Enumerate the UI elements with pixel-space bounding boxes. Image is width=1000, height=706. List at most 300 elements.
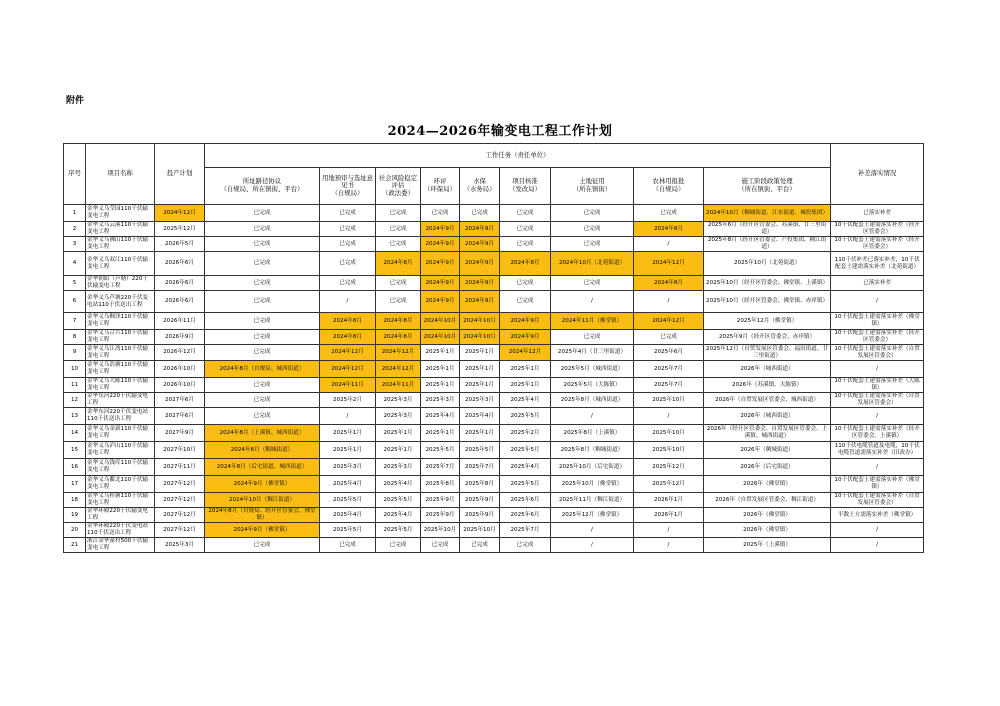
cell-risk: 2024年12月: [376, 361, 421, 378]
cell-construction: 2026年（自贸发展区管委会、稠江街道）: [704, 493, 831, 508]
document-title: 2024—2026年输变电工程工作计划: [387, 124, 613, 139]
cell-construction: 2026年（佛堂镇）: [704, 523, 831, 538]
cell-compensation: 10千伏配套土建需落实补差（自贸发展区管委会）: [831, 493, 924, 508]
cell-seq: 11: [64, 378, 86, 393]
cell-construction: 2026年（稠城街道）: [704, 442, 831, 459]
cell-land-acq: 2025年8月（上溪镇）: [551, 425, 634, 442]
cell-seq: 9: [64, 345, 86, 361]
header-land-review: 用地预审与选址意见书 （自规局）: [320, 168, 376, 205]
cell-risk: 2025年3月: [376, 408, 421, 425]
cell-seq: 10: [64, 361, 86, 378]
cell-route: 已完成: [205, 237, 320, 252]
cell-plan: 2026年6月: [155, 276, 205, 291]
cell-approval: 2025年5月: [500, 476, 551, 493]
cell-plan: 2027年6月: [155, 408, 205, 425]
header-water: 水保 （水务局）: [460, 168, 500, 205]
table-row: [64, 425, 924, 442]
cell-approval: 2025年5月: [500, 442, 551, 459]
cell-construction: 2026年（经开区管委会、自贸发展区管委会、上溪镇、城西街道）: [704, 425, 831, 442]
cell-route: 2024年8月（自规局、城西街道）: [205, 361, 320, 378]
cell-water: 2025年1月: [460, 378, 500, 393]
cell-risk: 2024年11月: [376, 378, 421, 393]
cell-route: 已完成: [205, 276, 320, 291]
cell-route: 2024年9月（佛堂镇）: [205, 523, 320, 538]
cell-farmland: 2025年7月: [634, 361, 704, 378]
cell-env: 2024年9月: [421, 252, 460, 276]
cell-project-name: 金华义乌稠泽110千伏输变电工程: [86, 313, 155, 330]
cell-construction: 2024年10月（稠城街道、江东街道、城投集团）: [704, 205, 831, 222]
cell-seq: 19: [64, 508, 86, 523]
cell-env: 2025年1月: [421, 378, 460, 393]
cell-plan: 2027年11月: [155, 459, 205, 476]
cell-approval: 已完成: [500, 222, 551, 237]
cell-land-review: 2025年1月: [320, 425, 376, 442]
cell-approval: 2024年8月: [500, 252, 551, 276]
cell-env: 2024年10月: [421, 330, 460, 345]
cell-risk: 2025年5月: [376, 493, 421, 508]
cell-construction: 2025年9月（经开区管委会、赤岸镇）: [704, 330, 831, 345]
cell-project-name: 金华朝阳（芦塘）220千伏输变电工程: [86, 276, 155, 291]
cell-plan: 2026年5月: [155, 237, 205, 252]
cell-farmland: 2025年10月: [634, 425, 704, 442]
cell-approval: 2025年4月: [500, 393, 551, 408]
table-row: [64, 408, 924, 425]
cell-farmland: /: [634, 291, 704, 313]
cell-risk: 2024年8月: [376, 313, 421, 330]
cell-compensation: 110千伏电缆管道及电缆，10千伏电缆管道需落实补差（旧改办）: [831, 442, 924, 459]
cell-compensation: 10千伏配套土建需落实补差（大陈镇）: [831, 378, 924, 393]
cell-land-acq: 2025年8月（稠城街道）: [551, 442, 634, 459]
header-compensation: 补差落实情况: [831, 144, 924, 205]
cell-land-acq: 已完成: [551, 276, 634, 291]
cell-construction: 2025年12月（佛堂镇）: [704, 313, 831, 330]
cell-risk: 2025年3月: [376, 393, 421, 408]
cell-water: 2025年9月: [460, 493, 500, 508]
cell-project-name: 金华义乌云溪110千伏输变电工程: [86, 222, 155, 237]
cell-farmland: 2025年6月: [634, 345, 704, 361]
cell-farmland: 已完成: [634, 205, 704, 222]
cell-seq: 13: [64, 408, 86, 425]
cell-env: 2025年9月: [421, 508, 460, 523]
cell-plan: 2027年12月: [155, 493, 205, 508]
cell-env: 2024年9月: [421, 237, 460, 252]
cell-compensation: 10千伏配套土建需落实补差（经开区管委会、上溪镇）: [831, 425, 924, 442]
cell-land-acq: /: [551, 538, 634, 553]
cell-risk: 2025年4月: [376, 508, 421, 523]
cell-env: 2024年9月: [421, 276, 460, 291]
cell-construction: 2025年6月（经开区管委会、苏溪镇、廿三里街道）: [704, 222, 831, 237]
work-plan-table: [63, 143, 924, 553]
cell-plan: 2026年6月: [155, 291, 205, 313]
cell-compensation: 110千伏补差已落实补差，10千伏配套土建需落实补差（北苑街道）: [831, 252, 924, 276]
table-row: [64, 508, 924, 523]
cell-water: 2025年8月: [460, 476, 500, 493]
cell-risk: 2024年8月: [376, 330, 421, 345]
cell-risk: 已完成: [376, 222, 421, 237]
cell-water: 2025年7月: [460, 459, 500, 476]
cell-approval: 2024年9月: [500, 313, 551, 330]
cell-route: 已完成: [205, 222, 320, 237]
cell-land-acq: 已完成: [551, 237, 634, 252]
cell-water: 2024年9月: [460, 276, 500, 291]
cell-land-acq: 2025年12月（佛堂镇）: [551, 508, 634, 523]
cell-land-review: 2024年8月: [320, 330, 376, 345]
table-row: [64, 291, 924, 313]
cell-approval: 2024年12月: [500, 345, 551, 361]
cell-compensation: 半数土方需落实补差（佛堂镇）: [831, 508, 924, 523]
cell-farmland: /: [634, 237, 704, 252]
cell-seq: 2: [64, 222, 86, 237]
cell-land-review: 2024年12月: [320, 361, 376, 378]
cell-water: 2024年9月: [460, 222, 500, 237]
cell-water: 已完成: [460, 538, 500, 553]
cell-farmland: 2025年10月: [634, 393, 704, 408]
cell-seq: 6: [64, 291, 86, 313]
cell-water: 2025年1月: [460, 361, 500, 378]
cell-project-name: 金华环殿220千伏输变电工程: [86, 508, 155, 523]
cell-plan: 2026年9月: [155, 330, 205, 345]
cell-compensation: 已落实补差: [831, 205, 924, 222]
cell-approval: 2024年9月: [500, 330, 551, 345]
cell-construction: 2025年12月（自贸发展区管委会、福田街道、廿三里街道）: [704, 345, 831, 361]
cell-env: 2025年1月: [421, 345, 460, 361]
cell-construction: 2026年（佛堂镇）: [704, 508, 831, 523]
cell-plan: 2026年6月: [155, 252, 205, 276]
cell-project-name: 金华义乌浩塘110千伏输变电工程: [86, 361, 155, 378]
cell-risk: 2025年1月: [376, 425, 421, 442]
cell-water: 已完成: [460, 205, 500, 222]
cell-seq: 5: [64, 276, 86, 291]
cell-seq: 16: [64, 459, 86, 476]
cell-farmland: /: [634, 523, 704, 538]
cell-construction: 2026年（苏溪镇、大陈镇）: [704, 378, 831, 393]
cell-land-review: /: [320, 291, 376, 313]
cell-risk: 已完成: [376, 205, 421, 222]
cell-approval: 已完成: [500, 291, 551, 313]
cell-farmland: 2025年7月: [634, 378, 704, 393]
table-row: [64, 345, 924, 361]
cell-project-name: 金华义乌金新110千伏输变电工程: [86, 425, 155, 442]
header-construction: 施工阶段政策处理 （所在镇街、平台）: [704, 168, 831, 205]
table-row: [64, 378, 924, 393]
table-row: [64, 538, 924, 553]
table-row: [64, 330, 924, 345]
header-land-acq: 土地征用 （所在镇街）: [551, 168, 634, 205]
cell-plan: 2026年12月: [155, 345, 205, 361]
cell-env: 2025年1月: [421, 425, 460, 442]
header-farmland: 农林用报批 （自规局）: [634, 168, 704, 205]
cell-farmland: 2024年12月: [634, 252, 704, 276]
cell-risk: 2025年1月: [376, 442, 421, 459]
cell-env: 2025年10月: [421, 523, 460, 538]
cell-route: 已完成: [205, 378, 320, 393]
cell-farmland: 2024年8月: [634, 222, 704, 237]
table-row: [64, 442, 924, 459]
cell-seq: 18: [64, 493, 86, 508]
cell-construction: 2025年10月（经开区管委会、佛堂镇、上溪镇）: [704, 276, 831, 291]
cell-farmland: /: [634, 538, 704, 553]
cell-construction: 2025年8月（经开区管委会、产投集团、稠江街道）: [704, 237, 831, 252]
cell-env: 2025年8月: [421, 476, 460, 493]
cell-water: 2025年4月: [460, 408, 500, 425]
cell-farmland: 2026年1月: [634, 493, 704, 508]
cell-route: 已完成: [205, 291, 320, 313]
header-route: 所址路径协议 （自规局、所在镇街、平台）: [205, 168, 320, 205]
cell-water: 2024年9月: [460, 237, 500, 252]
cell-seq: 12: [64, 393, 86, 408]
cell-land-review: 已完成: [320, 276, 376, 291]
cell-env: 已完成: [421, 205, 460, 222]
cell-project-name: 金华义乌芦塘220千伏变电站110千伏送出工程: [86, 291, 155, 313]
header-task-group: 工作任务（责任单位）: [205, 144, 831, 168]
header-production-plan: 投产计划: [155, 144, 205, 205]
table-row: [64, 252, 924, 276]
cell-water: 2025年1月: [460, 345, 500, 361]
cell-plan: 2026年11月: [155, 313, 205, 330]
cell-route: 已完成: [205, 408, 320, 425]
cell-seq: 4: [64, 252, 86, 276]
cell-land-review: 已完成: [320, 538, 376, 553]
cell-route: 2024年10月（稠江街道）: [205, 493, 320, 508]
cell-env: 2025年1月: [421, 361, 460, 378]
cell-land-acq: /: [551, 291, 634, 313]
cell-seq: 3: [64, 237, 86, 252]
cell-project-name: 金华义乌衢北110千伏输变电工程: [86, 476, 155, 493]
cell-water: 2025年5月: [460, 442, 500, 459]
cell-approval: 2025年2月: [500, 425, 551, 442]
cell-land-acq: 2025年5月（城西街道）: [551, 361, 634, 378]
cell-land-acq: 2025年11月（稠江街道）: [551, 493, 634, 508]
cell-water: 2024年10月: [460, 313, 500, 330]
cell-approval: 2025年6月: [500, 508, 551, 523]
cell-route: 已完成: [205, 393, 320, 408]
cell-approval: 2025年1月: [500, 378, 551, 393]
cell-env: 2025年7月: [421, 459, 460, 476]
cell-compensation: 10千伏配套土建需落实补差（佛堂镇）: [831, 313, 924, 330]
cell-approval: 已完成: [500, 538, 551, 553]
cell-route: 已完成: [205, 252, 320, 276]
table-row: [64, 276, 924, 291]
cell-seq: 15: [64, 442, 86, 459]
cell-farmland: 2025年12月: [634, 476, 704, 493]
cell-construction: 2025年10月（经开区管委会、佛堂镇、赤岸镇）: [704, 291, 831, 313]
cell-project-name: 金华义乌佛山110千伏输变电工程: [86, 237, 155, 252]
cell-risk: 2025年5月: [376, 523, 421, 538]
cell-farmland: 2024年8月: [634, 276, 704, 291]
cell-water: 2025年3月: [460, 393, 500, 408]
table-row: [64, 459, 924, 476]
cell-plan: 2027年12月: [155, 476, 205, 493]
cell-project-name: 金华义乌钱库110千伏输变电工程: [86, 459, 155, 476]
cell-risk: 2024年8月: [376, 252, 421, 276]
cell-risk: 2025年4月: [376, 476, 421, 493]
cell-water: 2024年9月: [460, 252, 500, 276]
cell-seq: 21: [64, 538, 86, 553]
cell-land-review: 2025年4月: [320, 476, 376, 493]
cell-route: 2024年8月（上溪镇、城西街道）: [205, 425, 320, 442]
cell-compensation: /: [831, 361, 924, 378]
cell-route: 已完成: [205, 330, 320, 345]
cell-project-name: 金华东河220千伏输变电工程: [86, 393, 155, 408]
table-row: [64, 237, 924, 252]
cell-risk: 已完成: [376, 237, 421, 252]
cell-plan: 2027年9月: [155, 425, 205, 442]
table-row: [64, 205, 924, 222]
cell-land-acq: /: [551, 523, 634, 538]
cell-water: 2024年10月: [460, 330, 500, 345]
cell-land-review: 2025年1月: [320, 442, 376, 459]
cell-risk: 2025年3月: [376, 459, 421, 476]
cell-land-acq: 2024年10月（北苑街道）: [551, 252, 634, 276]
cell-compensation: 10千伏配套土建需落实补差（经开区管委会）: [831, 222, 924, 237]
cell-land-review: 已完成: [320, 205, 376, 222]
cell-compensation: /: [831, 523, 924, 538]
header-project-name: 项目名称: [86, 144, 155, 205]
table-row: [64, 361, 924, 378]
cell-approval: 已完成: [500, 205, 551, 222]
cell-land-acq: 已完成: [551, 222, 634, 237]
cell-land-review: 2024年12月: [320, 345, 376, 361]
cell-water: 2025年9月: [460, 508, 500, 523]
cell-farmland: /: [634, 408, 704, 425]
cell-seq: 8: [64, 330, 86, 345]
cell-compensation: 10千伏配套土建需落实补差（自贸发展区管委会）: [831, 393, 924, 408]
cell-env: 2024年10月: [421, 313, 460, 330]
cell-project-name: 金华义乌桂塘110千伏输变电工程: [86, 493, 155, 508]
cell-plan: 2027年6月: [155, 393, 205, 408]
cell-compensation: 10千伏配套土建需落实补差（经开区管委会）: [831, 237, 924, 252]
cell-route: 已完成: [205, 538, 320, 553]
cell-compensation: /: [831, 538, 924, 553]
cell-compensation: /: [831, 408, 924, 425]
table-row: [64, 476, 924, 493]
cell-land-acq: 2025年10月（佛堂镇）: [551, 476, 634, 493]
cell-land-review: 2025年5月: [320, 493, 376, 508]
cell-land-review: 2024年11月: [320, 378, 376, 393]
cell-land-review: 已完成: [320, 237, 376, 252]
cell-env: 2025年5月: [421, 442, 460, 459]
cell-land-acq: 2025年8月（城西街道）: [551, 393, 634, 408]
cell-land-review: 已完成: [320, 252, 376, 276]
cell-water: 2025年10月: [460, 523, 500, 538]
header-risk: 社会风险稳定评估 （政法委）: [376, 168, 421, 205]
cell-env: 2025年4月: [421, 408, 460, 425]
cell-approval: 2025年5月: [500, 408, 551, 425]
cell-land-acq: 2024年11月（佛堂镇）: [551, 313, 634, 330]
cell-land-review: 2025年4月: [320, 508, 376, 523]
cell-construction: 2026年（城西街道）: [704, 361, 831, 378]
cell-project-name: 金华义乌江湾110千伏输变电工程: [86, 345, 155, 361]
cell-land-acq: 已完成: [551, 205, 634, 222]
cell-seq: 7: [64, 313, 86, 330]
cell-route: 已完成: [205, 313, 320, 330]
cell-route: 2024年8月（后宅街道、城西街道）: [205, 459, 320, 476]
cell-plan: 2025年3月: [155, 538, 205, 553]
cell-land-acq: 2025年4月（廿三里街道）: [551, 345, 634, 361]
cell-plan: 2027年12月: [155, 508, 205, 523]
cell-compensation: /: [831, 459, 924, 476]
cell-land-review: 2025年3月: [320, 459, 376, 476]
cell-route: 已完成: [205, 205, 320, 222]
cell-construction: 2026年（佛堂镇）: [704, 476, 831, 493]
cell-construction: 2026年（城西街道）: [704, 408, 831, 425]
cell-compensation: /: [831, 291, 924, 313]
cell-env: 2024年9月: [421, 291, 460, 313]
cell-risk: 已完成: [376, 538, 421, 553]
cell-route: 2024年9月（佛堂镇）: [205, 476, 320, 493]
cell-risk: 2024年12月: [376, 345, 421, 361]
cell-farmland: 2025年10月: [634, 442, 704, 459]
cell-land-acq: 已完成: [551, 330, 634, 345]
cell-farmland: 2026年1月: [634, 508, 704, 523]
table-row: [64, 523, 924, 538]
cell-plan: 2026年10月: [155, 361, 205, 378]
cell-seq: 14: [64, 425, 86, 442]
cell-compensation: 已落实补差: [831, 276, 924, 291]
cell-plan: 2027年12月: [155, 523, 205, 538]
cell-env: 2025年9月: [421, 493, 460, 508]
cell-route: 2024年8月（稠城街道）: [205, 442, 320, 459]
cell-water: 2025年1月: [460, 425, 500, 442]
cell-water: 2024年9月: [460, 291, 500, 313]
cell-land-acq: 2025年5月（大陈镇）: [551, 378, 634, 393]
cell-construction: 2026年（自贸发展区管委会、城西街道）: [704, 393, 831, 408]
cell-land-review: 2025年5月: [320, 523, 376, 538]
cell-risk: 已完成: [376, 276, 421, 291]
cell-risk: 已完成: [376, 291, 421, 313]
cell-project-name: 浙江金华濠村500千伏输变电工程: [86, 538, 155, 553]
annex-label: 附件: [66, 96, 85, 106]
cell-approval: 2025年6月: [500, 493, 551, 508]
cell-project-name: 金华义乌莹园110千伏输变电工程: [86, 205, 155, 222]
cell-project-name: 金华义乌合兴110千伏输变电工程: [86, 330, 155, 345]
cell-compensation: 10千伏配套土建需落实补差（自贸发展区管委会）: [831, 345, 924, 361]
cell-approval: 已完成: [500, 237, 551, 252]
cell-land-review: 2024年8月: [320, 313, 376, 330]
table-row: [64, 493, 924, 508]
cell-plan: 2025年12月: [155, 222, 205, 237]
cell-farmland: 2025年12月: [634, 459, 704, 476]
cell-land-acq: /: [551, 408, 634, 425]
cell-farmland: 2024年12月: [634, 313, 704, 330]
header-env: 环评 （环保局）: [421, 168, 460, 205]
cell-project-name: 金华义乌大陈110千伏输变电工程: [86, 378, 155, 393]
header-approval: 项目核准 （发改局）: [500, 168, 551, 205]
cell-seq: 20: [64, 523, 86, 538]
table-row: [64, 313, 924, 330]
cell-route: 已完成: [205, 345, 320, 361]
table-row: [64, 222, 924, 237]
table-row: [64, 393, 924, 408]
cell-approval: 2025年7月: [500, 523, 551, 538]
cell-land-review: /: [320, 408, 376, 425]
cell-construction: 2026年（后宅街道）: [704, 459, 831, 476]
cell-construction: 2025年（上溪镇）: [704, 538, 831, 553]
cell-project-name: 金华环殿220千伏变电站110千伏送出工程: [86, 523, 155, 538]
cell-project-name: 金华义乌泸山110千伏输变电工程: [86, 442, 155, 459]
cell-approval: 已完成: [500, 276, 551, 291]
cell-route: 2024年8月（自规局、经开区管委会、佛堂镇）: [205, 508, 320, 523]
cell-land-review: 2025年2月: [320, 393, 376, 408]
cell-land-acq: 2025年10月（后宅街道）: [551, 459, 634, 476]
cell-env: 2025年3月: [421, 393, 460, 408]
cell-project-name: 金华东河220千伏变电站110千伏送出工程: [86, 408, 155, 425]
header-seq: 序号: [64, 144, 86, 205]
cell-plan: 2027年10月: [155, 442, 205, 459]
cell-plan: 2024年12月: [155, 205, 205, 222]
cell-farmland: 已完成: [634, 330, 704, 345]
cell-compensation: 10千伏配套土建需落实补差（经开区管委会）: [831, 330, 924, 345]
